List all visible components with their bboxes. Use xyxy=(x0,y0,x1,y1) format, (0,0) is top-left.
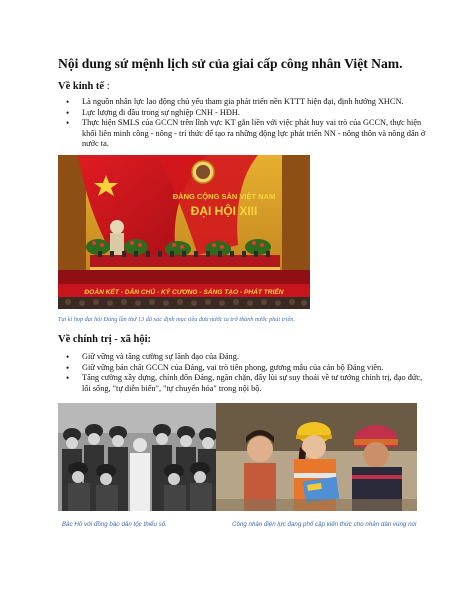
list-item: • Giữ vững bản chất GCCN của Đảng, vai trò tiên phong, gương mẫu của cán bộ Đảng viên. xyxy=(58,363,428,373)
list-item: • Tăng cường xây dựng, chỉnh đốn Đảng, ngăn chặn, đẩy lùi sự suy thoái về tư tưởng chính trị, đạo đức, lối sống, "tự diễn biến", "tự chuyển hóa" trong nội bộ. xyxy=(58,373,428,393)
section-heading-economy-suffix: : xyxy=(104,81,110,92)
banner-congress-text: ĐẠI HỘI XIII xyxy=(190,204,258,218)
uncle-ho-illustration xyxy=(58,403,216,511)
electric-workers-illustration xyxy=(216,403,417,511)
electric-workers-photo xyxy=(216,403,417,511)
page-title: Nội dung sứ mệnh lịch sử của giai cấp công nhân Việt Nam. xyxy=(58,56,403,71)
list-item: • Thực hiện SMLS của GCCN trên lĩnh vực KT gắn liền với việc phát huy vai trò của GCCN, thực hiện khối liên minh công - nông - trí thức để tạo ra những động lực phát triển NN - nông thôn và nông dân ở nước ta. xyxy=(58,118,428,149)
banner-party-text: ĐẢNG CỘNG SẢN VIỆT NAM xyxy=(172,192,276,201)
economy-list xyxy=(58,97,428,150)
list-item: • Lực lượng đi đầu trong sự nghiệp CNH - HĐH. xyxy=(58,108,428,118)
banner-slogan-text: ĐOÀN KẾT - DÂN CHỦ - KỶ CƯƠNG - SÁNG TẠO - PHÁT TRIỂN xyxy=(84,289,284,296)
list-item: • Là nguồn nhân lực lao động chủ yếu tham gia phát triển nền KTTT hiện đại, định hướng XHCN. xyxy=(58,97,428,107)
electric-workers-caption: Công nhân điện lực đang phổ cập kiến thức cho nhân dân vùng núi xyxy=(232,521,417,528)
congress-photo xyxy=(58,155,310,309)
section-heading-politics xyxy=(58,333,151,346)
section-heading-politics-text: Về chính trị - xã hội: xyxy=(58,334,152,345)
section-heading-economy xyxy=(58,80,110,93)
politics-list xyxy=(58,352,428,394)
uncle-ho-photo xyxy=(58,403,216,511)
uncle-ho-caption: Bác Hồ với đồng bào dân tộc thiểu số. xyxy=(62,521,167,528)
congress-photo-caption: Tại kì họp đại hội Đảng lần thứ 13 đã xác định mục tiêu đưa nước ta trở thành nước phát triển. xyxy=(58,316,295,323)
section-heading-economy-text: Về kinh tế xyxy=(58,81,105,92)
congress-illustration xyxy=(58,155,310,309)
list-item: • Giữ vững và tăng cường sự lãnh đạo của Đảng. xyxy=(58,352,428,362)
